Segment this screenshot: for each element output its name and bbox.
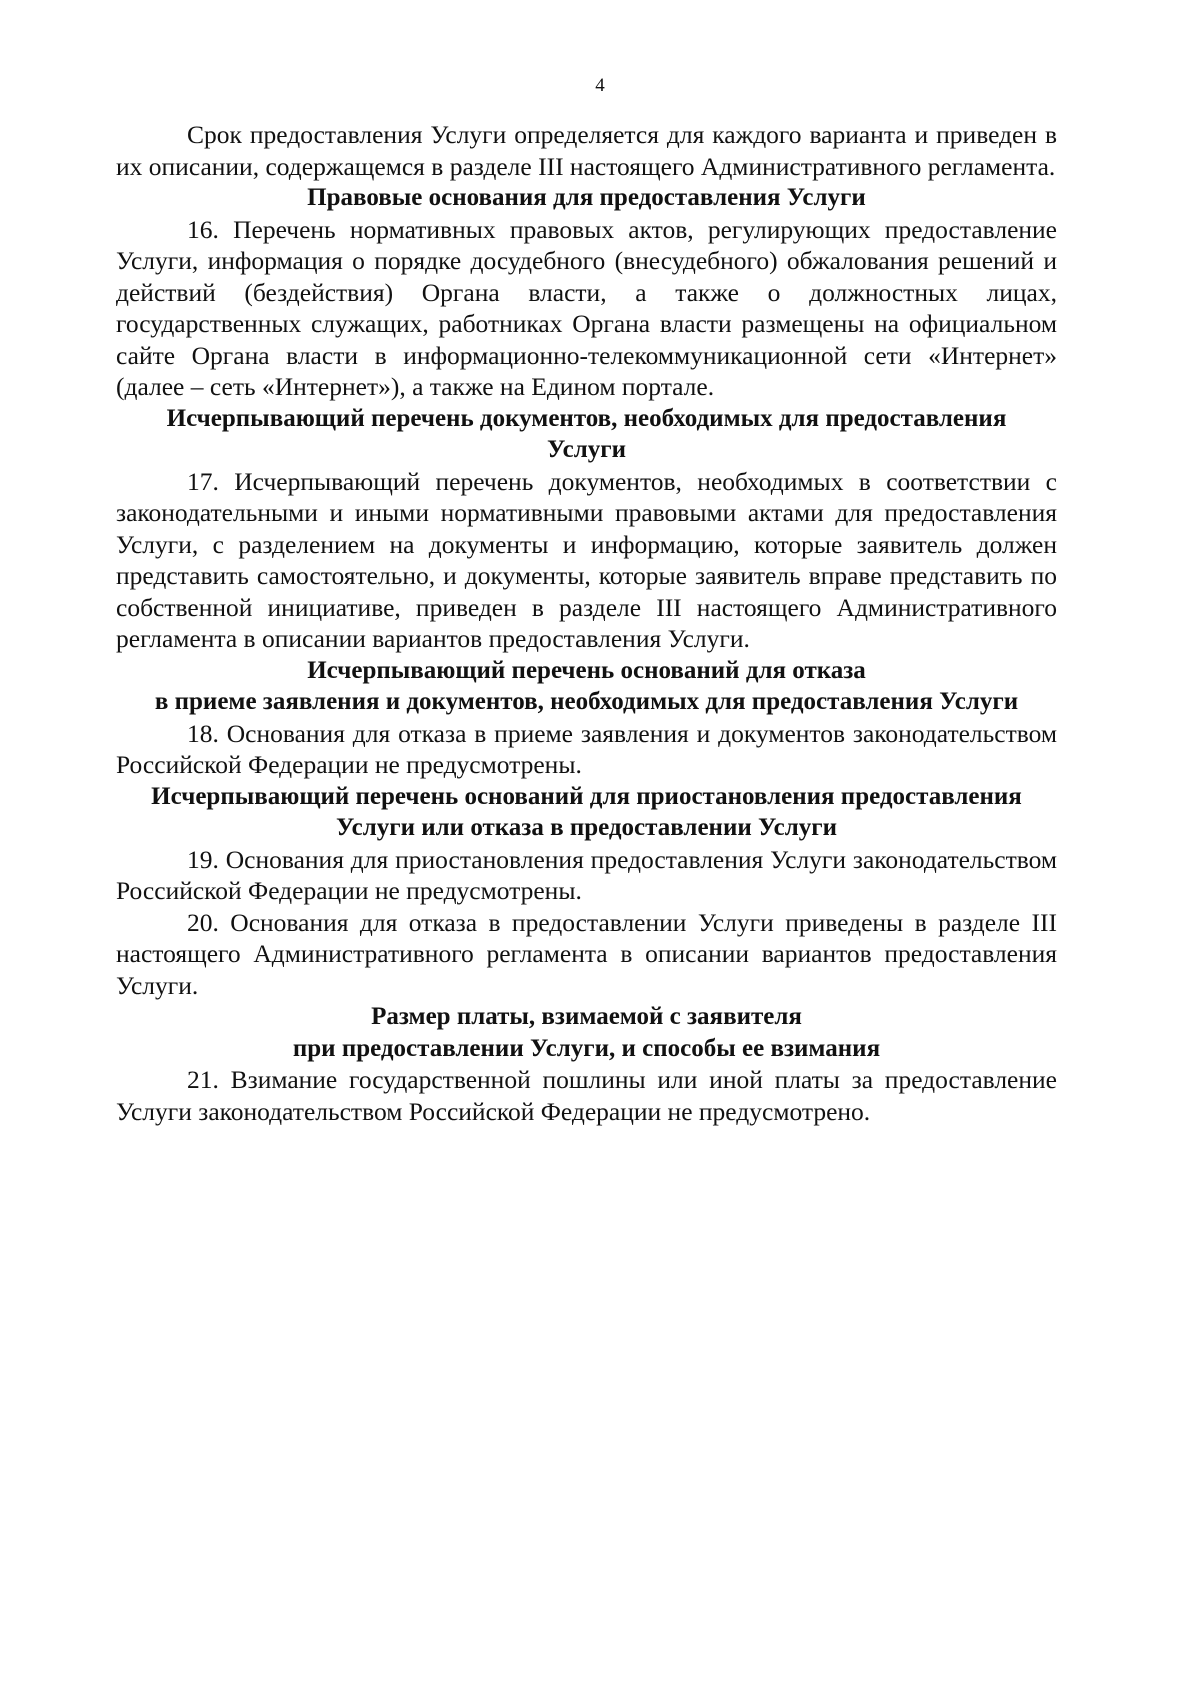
heading-legal-basis bbox=[116, 182, 1057, 214]
paragraph-16: 16. Перечень нормативных правовых актов, регулирующих предоставление Услуги, информация о порядке досудебного (внесудебного) обжалования решений и действий (бездействия) Органа власти, а также о должностных лицах, государственных служащих, работниках Органа власти размещены на официальном сайте Органа власти в информационно-телекоммуникационной сети «Интернет» (далее – сеть «Интернет»), а также на Едином портале. bbox=[116, 214, 1057, 401]
paragraph-17: 17. Исчерпывающий перечень документов, необходимых в соответствии с законодательными и иными нормативными правовыми актами для предоставления Услуги, с разделением на документы и информацию, которые заявитель должен представить самостоятельно, и документы, которые заявитель вправе представить по собственной инициативе, приведен в разделе III настоящего Административного регламента в описании вариантов предоставления Услуги. bbox=[116, 466, 1057, 653]
heading-refusal-reception bbox=[116, 655, 1057, 718]
paragraph-18: 18. Основания для отказа в приеме заявления и документов законодательством Российской Федерации не предусмотрены. bbox=[116, 718, 1057, 779]
heading-line: Услуги или отказа в предоставлении Услуги bbox=[335, 814, 838, 841]
heading-line: Услуги bbox=[546, 436, 627, 463]
heading-fee bbox=[116, 1001, 1057, 1064]
heading-line: Исчерпывающий перечень оснований для приостановления предоставления bbox=[151, 782, 1022, 810]
document-body bbox=[116, 119, 1057, 1127]
heading-line: в приеме заявления и документов, необходимых для предоставления Услуги bbox=[154, 688, 1019, 715]
heading-line: Размер платы, взимаемой с заявителя bbox=[371, 1003, 802, 1030]
paragraph-intro: Срок предоставления Услуги определяется для каждого варианта и приведен в их описании, содержащемся в разделе III настоящего Административного регламента. bbox=[116, 120, 1057, 181]
heading-line: Исчерпывающий перечень документов, необходимых для предоставления bbox=[166, 404, 1007, 432]
paragraph-21: 21. Взимание государственной пошлины или иной платы за предоставление Услуги законодательством Российской Федерации не предусмотрено. bbox=[116, 1065, 1057, 1126]
page-number: 4 bbox=[595, 75, 605, 96]
heading-suspension-refusal bbox=[116, 781, 1057, 844]
paragraph-20: 20. Основания для отказа в предоставлении Услуги приведены в разделе III настоящего Административного регламента в описании вариантов предоставления Услуги. bbox=[116, 907, 1057, 1000]
heading-line: Исчерпывающий перечень оснований для отказа bbox=[307, 656, 866, 684]
heading-line: при предоставлении Услуги, и способы ее взимания bbox=[292, 1034, 881, 1062]
heading-line: Правовые основания для предоставления Услуги bbox=[307, 184, 866, 211]
heading-documents-list bbox=[116, 403, 1057, 466]
paragraph-19: 19. Основания для приостановления предоставления Услуги законодательством Российской Федерации не предусмотрены. bbox=[116, 844, 1057, 905]
